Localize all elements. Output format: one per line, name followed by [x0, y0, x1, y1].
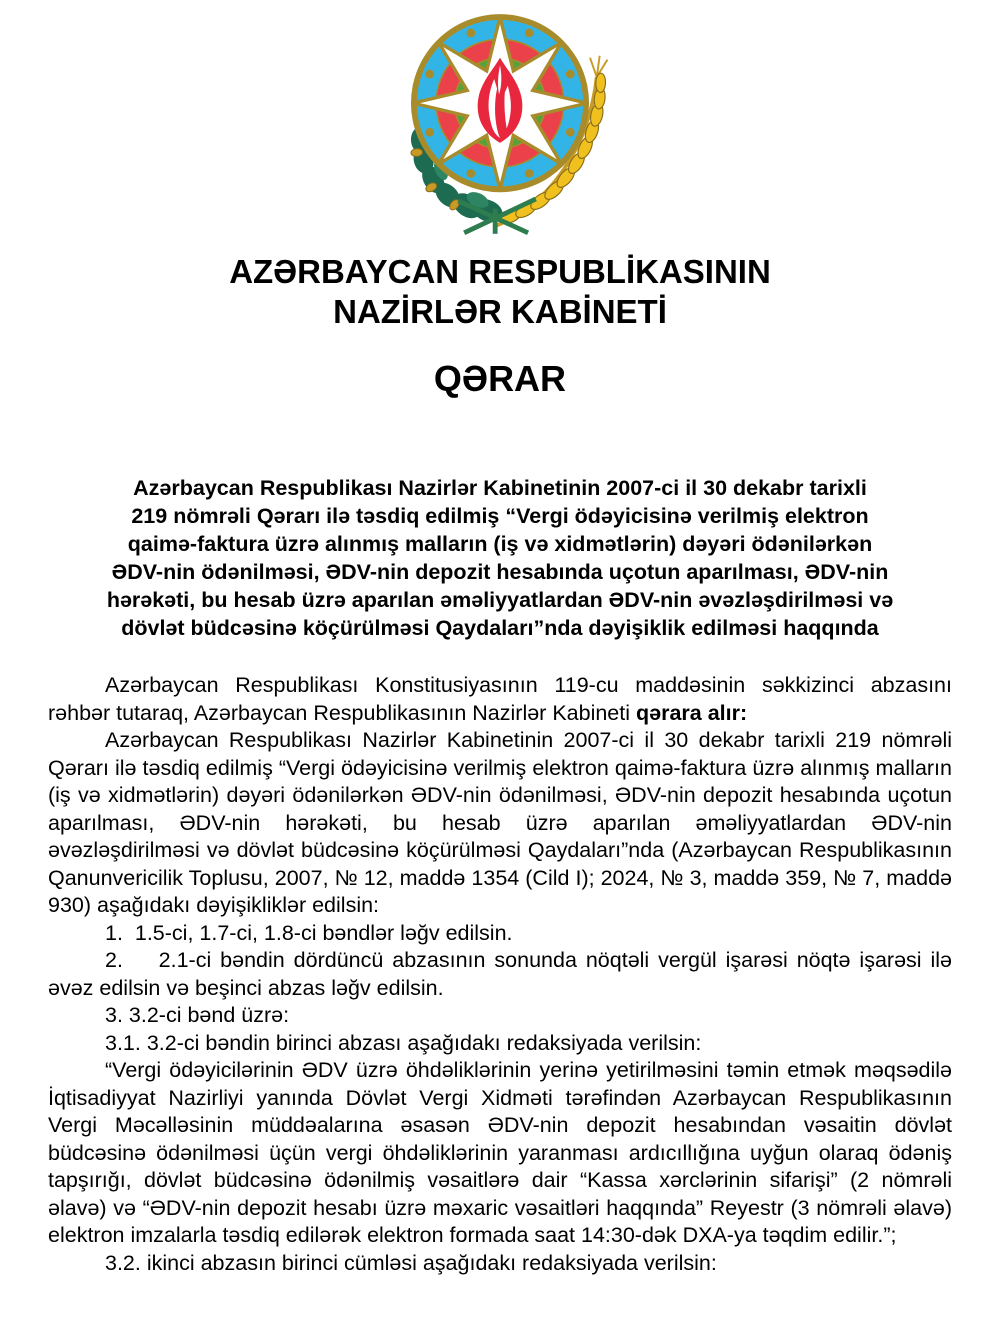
subject-line: 219 nömrəli Qərarı ilə təsdiq edilmiş “Vergi ödəyicisinə verilmiş elektron — [131, 504, 869, 528]
decree-subject-heading — [48, 474, 952, 642]
list-item-3: 3. 3.2-ci bənd üzrə: — [105, 1003, 290, 1027]
paragraph-preamble — [48, 672, 952, 727]
subject-line: hərəkəti, bu hesab üzrə aparılan əməliyyatlardan ƏDV-nin əvəzləşdirilməsi və — [106, 588, 894, 612]
quoted-new-wording: “Vergi ödəyicilərinin ƏDV üzrə öhdəliklərinin yerinə yetirilməsini təmin etmək məqsədilə İqtisadiyyat Nazirliyi yanında Dövlət Vergi Xidməti tərəfindən Azərbaycan Respublikasının Vergi Məcəlləsinin müddəalarına əsasən ƏDV-nin depozit hesabından vəsaitin dövlət büdcəsinə ödənilməsi üçün vergi öhdəliklərinin yaranması ardıcıllığına uyğun olaraq ödəniş tapşırığı, dövlət büdcəsinə ödənilmiş vəsaitlərə dair “Kassa xərclərinin sifarişi” (2 nömrəli əlavə) və “ƏDV-nin depozit hesabı üzrə məxaric vəsaitləri haqqında” Reyestr (3 nömrəli əlavə) elektron imzalarla təsdiq edilərək elektron formada saat 14:30-dək DXA-ya təqdim edilir.”; — [48, 1058, 952, 1247]
subject-line: ƏDV-nin ödənilməsi, ƏDV-nin depozit hesabında uçotun aparılması, ƏDV-nin — [111, 560, 889, 584]
azerbaijan-coat-of-arms — [48, 6, 952, 240]
coat-of-arms-icon — [350, 6, 650, 240]
org-title-line2: NAZİRLƏR KABİNETİ — [333, 293, 667, 330]
subject-line: qaimə-faktura üzrə alınmış malların (iş və xidmətlərin) dəyəri ödənilərkən — [127, 532, 873, 556]
emblem-shield — [411, 14, 589, 192]
list-item-3-2: 3.2. ikinci abzasın birinci cümləsi aşağıdakı redaksiyada verilsin: — [105, 1250, 717, 1275]
list-item-3-1: 3.1. 3.2-ci bəndin birinci abzası aşağıdakı redaksiyada verilsin: — [105, 1030, 702, 1055]
subject-line: Azərbaycan Respublikası Nazirlər Kabinetinin 2007-ci il 30 dekabr tarixli — [133, 476, 867, 500]
paragraph-amendment-intro: Azərbaycan Respublikası Nazirlər Kabinetinin 2007-ci il 30 dekabr tarixli 219 nömrəli Qərarı ilə təsdiq edilmiş “Vergi ödəyicisinə verilmiş elektron qaimə-faktura üzrə alınmış malların (iş və xidmətlərin) dəyəri ödənilərkən ƏDV-nin ödənilməsi, ƏDV-nin depozit hesabında uçotun aparılması, ƏDV-nin hərəkəti, bu hesab üzrə aparılan əməliyyatlardan ƏDV-nin əvəzləşdirilməsi və dövlət büdcəsinə köçürülməsi Qaydaları”nda (Azərbaycan Respublikasının Qanunvericilik Toplusu, 2007, № 12, maddə 1354 (Cild I); 2024, № 3, maddə 359, № 7, maddə 930) aşağıdakı dəyişikliklər edilsin: — [48, 728, 952, 917]
org-title-line1: AZƏRBAYCAN RESPUBLİKASININ — [229, 253, 771, 290]
decree-body — [48, 672, 952, 1277]
page-title — [48, 252, 952, 332]
subject-line: dövlət büdcəsinə köçürülməsi Qaydaları”nda dəyişiklik edilməsi haqqında — [121, 616, 879, 640]
preamble-resolution-phrase: qərara alır: — [636, 700, 748, 725]
document-type-heading: QƏRAR — [433, 358, 567, 399]
list-item-2: 2. 2.1-ci bəndin dördüncü abzasının sonunda nöqtəli vergül işarəsi nöqtə işarəsi ilə əvəz edilsin və beşinci abzas ləğv edilsin. — [48, 948, 952, 1000]
list-item-1: 1. 1.5-ci, 1.7-ci, 1.8-ci bəndlər ləğv edilsin. — [105, 920, 513, 945]
preamble-text: Azərbaycan Respublikası Konstitusiyasının 119-cu maddəsinin səkkizinci abzasını rəhbər tutaraq, Azərbaycan Respublikasının Nazirlər Kabineti — [48, 673, 952, 725]
